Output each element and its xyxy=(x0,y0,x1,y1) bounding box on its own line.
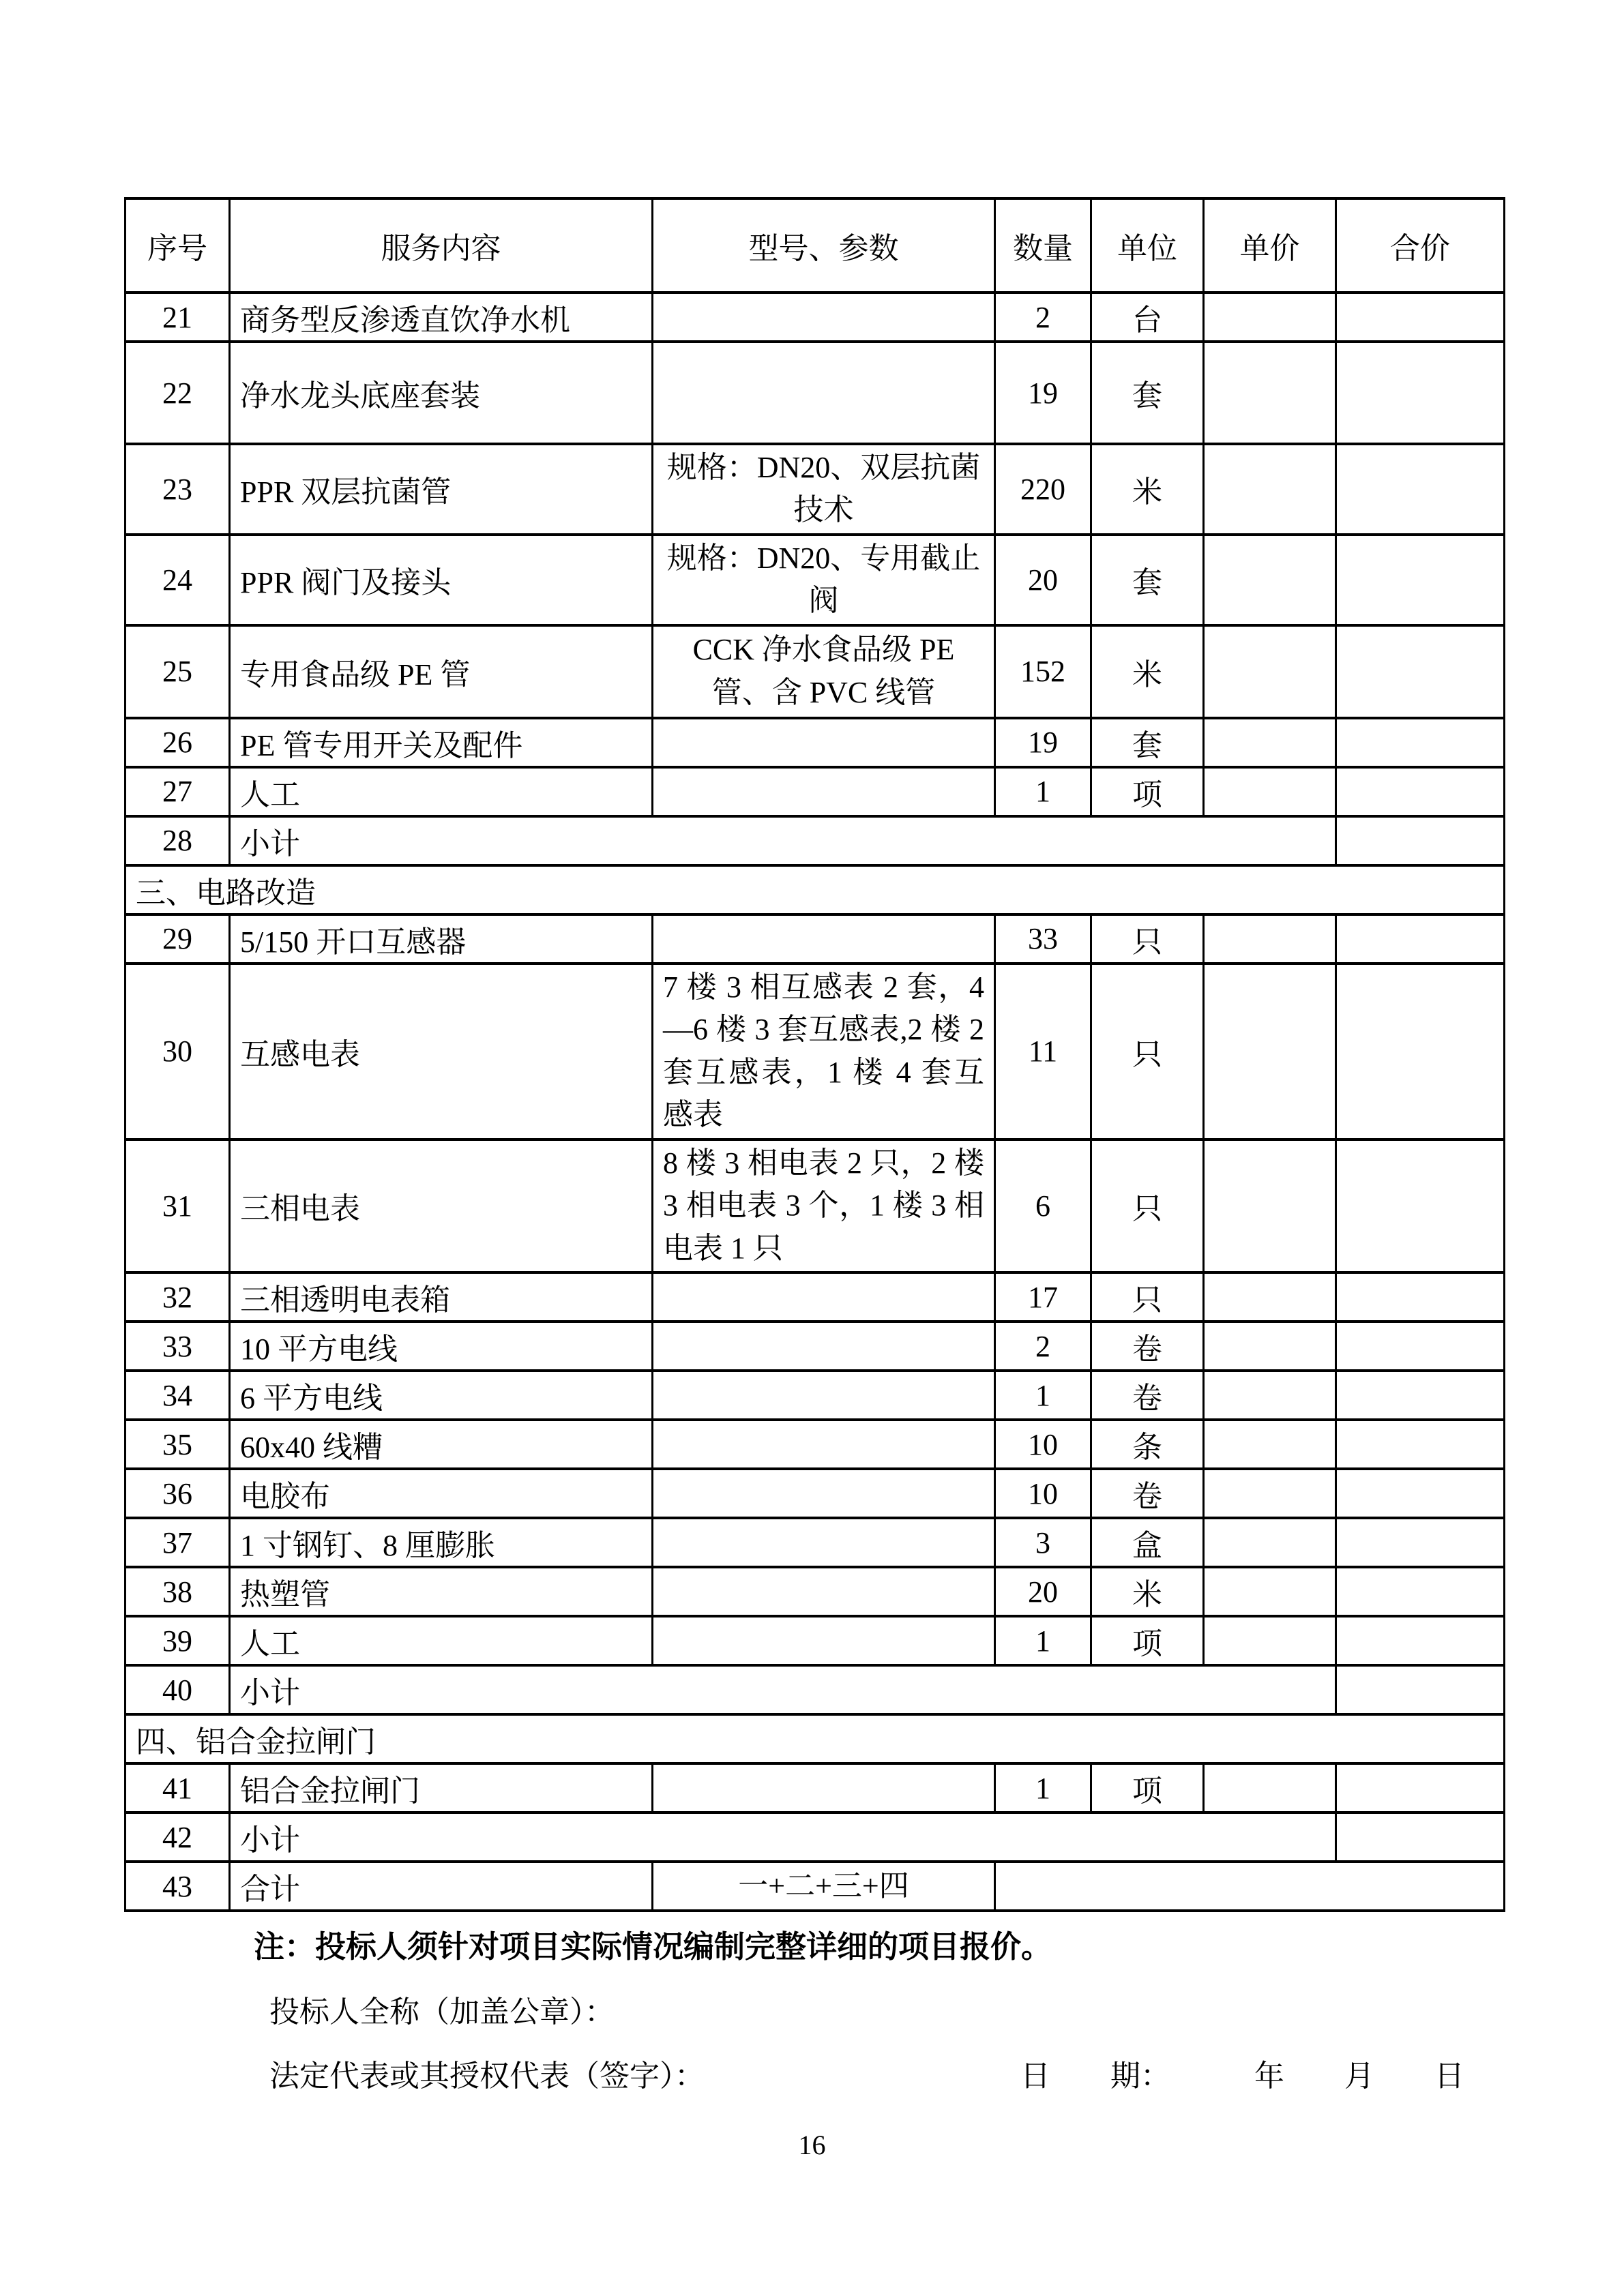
cell-spec xyxy=(653,767,995,816)
cell-spec xyxy=(653,718,995,767)
cell-service: 净水龙头底座套装 xyxy=(230,342,653,444)
page-number: 16 xyxy=(798,2130,826,2160)
bidder-name-label: 投标人全称（加盖公章）： xyxy=(269,1995,615,2029)
item-row xyxy=(126,1616,1505,1665)
cell-service: 电胶布 xyxy=(230,1469,653,1518)
cell-no: 24 xyxy=(126,535,230,625)
cell-spec: 7 楼 3 相互感表 2 套，4—6 楼 3 套互感表,2 楼 2 套互感表，1 楼 4 套互感表 xyxy=(653,964,995,1139)
cell-service: 三相透明电表箱 xyxy=(230,1272,653,1322)
cell-qty: 20 xyxy=(995,1567,1091,1616)
cell-unit: 只 xyxy=(1091,964,1204,1139)
cell-spec: 8 楼 3 相电表 2 只，2 楼 3 相电表 3 个，1 楼 3 相电表 1 只 xyxy=(653,1139,995,1272)
cell-service: 60x40 线糟 xyxy=(230,1420,653,1469)
subtotal-row xyxy=(126,1813,1505,1862)
cell-unit-price xyxy=(1204,535,1336,625)
cell-spec xyxy=(653,1763,995,1813)
cell-unit-price xyxy=(1204,964,1336,1139)
cell-service: PPR 阀门及接头 xyxy=(230,535,653,625)
cell-qty: 10 xyxy=(995,1469,1091,1518)
cell-unit-price xyxy=(1204,1567,1336,1616)
item-row xyxy=(126,964,1505,1139)
cell-unit: 米 xyxy=(1091,1567,1204,1616)
subtotal-row xyxy=(126,1665,1505,1714)
cell-no: 39 xyxy=(126,1616,230,1665)
cell-no: 21 xyxy=(126,293,230,342)
cell-unit-price xyxy=(1204,718,1336,767)
cell-unit-price xyxy=(1204,444,1336,535)
cell-spec xyxy=(653,1420,995,1469)
cell-unit: 只 xyxy=(1091,914,1204,964)
cell-total-price xyxy=(1336,1567,1505,1616)
col-header-unit-price: 单价 xyxy=(1204,198,1336,293)
item-row xyxy=(126,1272,1505,1322)
item-row xyxy=(126,444,1505,535)
cell-unit: 项 xyxy=(1091,1763,1204,1813)
cell-qty: 19 xyxy=(995,718,1091,767)
cell-unit-price xyxy=(1204,1763,1336,1813)
cell-qty: 1 xyxy=(995,1763,1091,1813)
cell-no: 23 xyxy=(126,444,230,535)
cell-spec xyxy=(653,1371,995,1420)
cell-service: 10 平方电线 xyxy=(230,1322,653,1371)
item-row xyxy=(126,718,1505,767)
item-row xyxy=(126,1567,1505,1616)
cell-service: 专用食品级 PE 管 xyxy=(230,625,653,718)
item-row xyxy=(126,1139,1505,1272)
cell-spec: 一+二+三+四 xyxy=(653,1862,995,1911)
cell-service: 小计 xyxy=(230,1813,1336,1862)
cell-qty: 152 xyxy=(995,625,1091,718)
item-row xyxy=(126,342,1505,444)
cell-total-price xyxy=(1336,1616,1505,1665)
note-text: 注：投标人须针对项目实际情况编制完整详细的项目报价。 xyxy=(254,1930,1052,1964)
section-row xyxy=(126,1714,1505,1763)
cell-no: 40 xyxy=(126,1665,230,1714)
cell-unit-price xyxy=(1204,1518,1336,1567)
cell-total-price xyxy=(1336,816,1505,865)
cell-unit-price xyxy=(1204,1272,1336,1322)
cell-total-price xyxy=(1336,964,1505,1139)
cell-total-price xyxy=(1336,293,1505,342)
cell-unit-price xyxy=(1204,342,1336,444)
cell-service: 小计 xyxy=(230,1665,1336,1714)
cell-service: 人工 xyxy=(230,1616,653,1665)
cell-qty: 1 xyxy=(995,1616,1091,1665)
cell-unit: 米 xyxy=(1091,444,1204,535)
cell-merged xyxy=(995,1862,1505,1911)
cell-qty: 1 xyxy=(995,1371,1091,1420)
col-header-model: 型号、参数 xyxy=(653,198,995,293)
cell-unit: 套 xyxy=(1091,535,1204,625)
cell-spec xyxy=(653,1469,995,1518)
cell-service: 热塑管 xyxy=(230,1567,653,1616)
cell-no: 35 xyxy=(126,1420,230,1469)
cell-service: 互感电表 xyxy=(230,964,653,1139)
cell-service: PPR 双层抗菌管 xyxy=(230,444,653,535)
cell-unit-price xyxy=(1204,1420,1336,1469)
cell-unit-price xyxy=(1204,1469,1336,1518)
item-row xyxy=(126,1420,1505,1469)
cell-unit-price xyxy=(1204,1322,1336,1371)
cell-total-price xyxy=(1336,914,1505,964)
cell-no: 42 xyxy=(126,1813,230,1862)
cell-spec xyxy=(653,1272,995,1322)
cell-qty: 11 xyxy=(995,964,1091,1139)
cell-no: 28 xyxy=(126,816,230,865)
cell-unit: 项 xyxy=(1091,1616,1204,1665)
item-row xyxy=(126,625,1505,718)
col-header-total-price: 合价 xyxy=(1336,198,1505,293)
cell-unit: 套 xyxy=(1091,342,1204,444)
cell-total-price xyxy=(1336,767,1505,816)
item-row xyxy=(126,767,1505,816)
cell-unit: 项 xyxy=(1091,767,1204,816)
cell-no: 34 xyxy=(126,1371,230,1420)
cell-total-price xyxy=(1336,625,1505,718)
cell-service: 5/150 开口互感器 xyxy=(230,914,653,964)
cell-unit-price xyxy=(1204,767,1336,816)
cell-unit-price xyxy=(1204,1139,1336,1272)
date-label: 日 期： xyxy=(1020,2059,1170,2093)
cell-total-price xyxy=(1336,718,1505,767)
cell-unit: 只 xyxy=(1091,1139,1204,1272)
cell-total-price xyxy=(1336,444,1505,535)
cell-spec xyxy=(653,293,995,342)
cell-service: 6 平方电线 xyxy=(230,1371,653,1420)
cell-unit: 台 xyxy=(1091,293,1204,342)
cell-spec xyxy=(653,342,995,444)
cell-total-price xyxy=(1336,535,1505,625)
cell-spec xyxy=(653,1616,995,1665)
cell-no: 27 xyxy=(126,767,230,816)
cell-total-price xyxy=(1336,1272,1505,1322)
cell-service: 1 寸钢钉、8 厘膨胀 xyxy=(230,1518,653,1567)
cell-total-price xyxy=(1336,1420,1505,1469)
cell-unit: 条 xyxy=(1091,1420,1204,1469)
cell-service: 铝合金拉闸门 xyxy=(230,1763,653,1813)
item-row xyxy=(126,293,1505,342)
cell-no: 26 xyxy=(126,718,230,767)
representative-signature-label: 法定代表或其授权代表（签字）： xyxy=(269,2059,705,2093)
cell-unit: 只 xyxy=(1091,1272,1204,1322)
cell-no: 29 xyxy=(126,914,230,964)
cell-no: 32 xyxy=(126,1272,230,1322)
cell-unit-price xyxy=(1204,293,1336,342)
item-row xyxy=(126,1322,1505,1371)
cell-total-price xyxy=(1336,1371,1505,1420)
cell-no: 33 xyxy=(126,1322,230,1371)
cell-total-price xyxy=(1336,1469,1505,1518)
cell-service: PE 管专用开关及配件 xyxy=(230,718,653,767)
cell-service: 商务型反渗透直饮净水机 xyxy=(230,293,653,342)
cell-qty: 220 xyxy=(995,444,1091,535)
cell-qty: 20 xyxy=(995,535,1091,625)
section-label: 三、电路改造 xyxy=(126,865,1505,914)
cell-total-price xyxy=(1336,1813,1505,1862)
date-fields: 年 月 日 xyxy=(1254,2059,1464,2093)
cell-service: 小计 xyxy=(230,816,1336,865)
cell-qty: 6 xyxy=(995,1139,1091,1272)
cell-no: 38 xyxy=(126,1567,230,1616)
cell-spec: 规格：DN20、双层抗菌技术 xyxy=(653,444,995,535)
cell-qty: 17 xyxy=(995,1272,1091,1322)
cell-unit: 卷 xyxy=(1091,1371,1204,1420)
cell-qty: 2 xyxy=(995,293,1091,342)
item-row xyxy=(126,1518,1505,1567)
cell-no: 37 xyxy=(126,1518,230,1567)
table-header-row xyxy=(126,198,1505,293)
col-header-unit: 单位 xyxy=(1091,198,1204,293)
cell-qty: 33 xyxy=(995,914,1091,964)
item-row xyxy=(126,914,1505,964)
cell-unit: 套 xyxy=(1091,718,1204,767)
cell-no: 22 xyxy=(126,342,230,444)
cell-qty: 19 xyxy=(995,342,1091,444)
item-row xyxy=(126,1469,1505,1518)
cell-qty: 10 xyxy=(995,1420,1091,1469)
cell-service: 三相电表 xyxy=(230,1139,653,1272)
subtotal-row xyxy=(126,816,1505,865)
col-header-qty: 数量 xyxy=(995,198,1091,293)
cell-spec: CCK 净水食品级 PE 管、含 PVC 线管 xyxy=(653,625,995,718)
cell-unit-price xyxy=(1204,914,1336,964)
cell-total-price xyxy=(1336,1763,1505,1813)
cell-service: 人工 xyxy=(230,767,653,816)
cell-unit-price xyxy=(1204,1616,1336,1665)
cell-no: 30 xyxy=(126,964,230,1139)
cell-qty: 3 xyxy=(995,1518,1091,1567)
col-header-service: 服务内容 xyxy=(230,198,653,293)
item-row xyxy=(126,1763,1505,1813)
cell-total-price xyxy=(1336,1518,1505,1567)
cell-no: 31 xyxy=(126,1139,230,1272)
item-row xyxy=(126,1371,1505,1420)
cell-qty: 1 xyxy=(995,767,1091,816)
cell-unit: 米 xyxy=(1091,625,1204,718)
cell-total-price xyxy=(1336,342,1505,444)
cell-no: 25 xyxy=(126,625,230,718)
cell-service: 合计 xyxy=(230,1862,653,1911)
cell-unit: 盒 xyxy=(1091,1518,1204,1567)
col-header-index: 序号 xyxy=(126,198,230,293)
cell-no: 43 xyxy=(126,1862,230,1911)
cell-total-price xyxy=(1336,1665,1505,1714)
cell-no: 41 xyxy=(126,1763,230,1813)
section-row xyxy=(126,865,1505,914)
cell-spec xyxy=(653,1322,995,1371)
item-row xyxy=(126,535,1505,625)
cell-unit-price xyxy=(1204,625,1336,718)
cell-spec xyxy=(653,914,995,964)
cell-total-price xyxy=(1336,1322,1505,1371)
cell-unit: 卷 xyxy=(1091,1322,1204,1371)
total-row xyxy=(126,1862,1505,1911)
cell-spec: 规格：DN20、专用截止阀 xyxy=(653,535,995,625)
cell-total-price xyxy=(1336,1139,1505,1272)
quotation-table xyxy=(124,197,1505,1912)
cell-unit: 卷 xyxy=(1091,1469,1204,1518)
cell-no: 36 xyxy=(126,1469,230,1518)
cell-unit-price xyxy=(1204,1371,1336,1420)
cell-qty: 2 xyxy=(995,1322,1091,1371)
table-body xyxy=(126,293,1505,1911)
section-label: 四、铝合金拉闸门 xyxy=(126,1714,1505,1763)
cell-spec xyxy=(653,1567,995,1616)
cell-spec xyxy=(653,1518,995,1567)
